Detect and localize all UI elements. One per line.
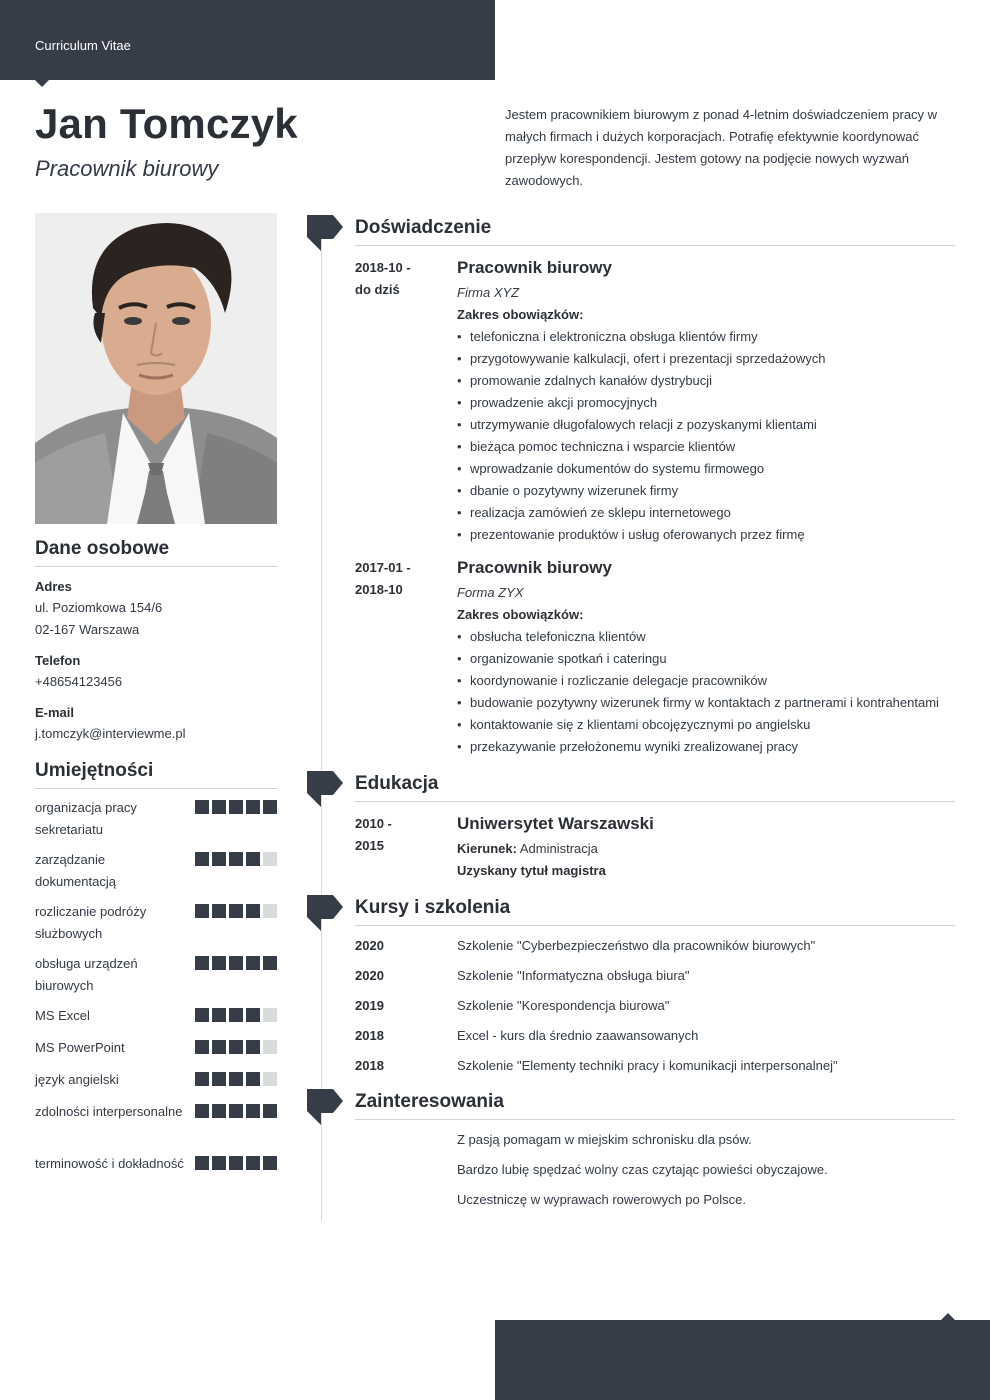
course-name: Excel - kurs dla średnio zaawansowanych xyxy=(457,1028,699,1043)
skill-rating xyxy=(195,1040,277,1054)
interest-item: Uczestniczę w wyprawach rowerowych po Polsce. xyxy=(457,1192,746,1207)
job-scope-label: Zakres obowiązków: xyxy=(457,307,584,322)
job-entry xyxy=(457,257,957,546)
skill-item xyxy=(35,901,277,945)
phone-label: Telefon xyxy=(35,653,81,668)
skill-level-square xyxy=(246,852,260,866)
skill-item xyxy=(35,1005,277,1027)
skill-level-square xyxy=(263,800,277,814)
duty-item: • prowadzenie akcji promocyjnych xyxy=(457,392,957,414)
skill-level-square xyxy=(246,1156,260,1170)
course-name: Szkolenie "Elementy techniki pracy i komunikacji interpersonalnej" xyxy=(457,1058,838,1073)
skill-item xyxy=(35,797,277,841)
education-field xyxy=(457,838,957,860)
header-pointer-icon xyxy=(35,80,49,87)
skill-rating xyxy=(195,1008,277,1022)
course-year: 2020 xyxy=(355,938,384,953)
phone-value: +48654123456 xyxy=(35,674,123,689)
job-date-to: do dziś xyxy=(355,282,400,297)
personal-heading: Dane osobowe xyxy=(35,538,277,567)
skill-level-square xyxy=(195,1008,209,1022)
course-year: 2019 xyxy=(355,998,384,1013)
courses-heading: Kursy i szkolenia xyxy=(355,897,955,926)
skill-level-square xyxy=(212,800,226,814)
education-date-to: 2015 xyxy=(355,838,384,853)
skill-level-square xyxy=(229,1104,243,1118)
skill-rating xyxy=(195,1072,277,1086)
education-entry xyxy=(457,813,957,882)
skill-level-square xyxy=(246,1040,260,1054)
skill-level-square xyxy=(229,1040,243,1054)
skill-level-square xyxy=(263,956,277,970)
skill-level-square xyxy=(212,956,226,970)
skill-level-square xyxy=(263,1040,277,1054)
footer-band xyxy=(495,1320,990,1400)
duty-item: • przekazywanie przełożonemu wyniki zrealizowanej pracy xyxy=(457,736,957,758)
skill-level-square xyxy=(229,852,243,866)
skill-item xyxy=(35,1037,277,1059)
duty-item: • dbanie o pozytywny wizerunek firmy xyxy=(457,480,957,502)
skill-level-square xyxy=(195,1072,209,1086)
skill-level-square xyxy=(263,1104,277,1118)
interest-item: Z pasją pomagam w miejskim schronisku dla psów. xyxy=(457,1132,752,1147)
course-year: 2018 xyxy=(355,1058,384,1073)
duties-list xyxy=(457,326,957,546)
school-name: Uniwersytet Warszawski xyxy=(457,814,654,833)
skill-level-square xyxy=(212,1008,226,1022)
header-band xyxy=(0,0,495,80)
skill-rating xyxy=(195,1156,277,1170)
duty-item: • wprowadzanie dokumentów do systemu firmowego xyxy=(457,458,957,480)
timeline-line xyxy=(321,236,322,1221)
duty-item: • promowanie zdalnych kanałów dystrybucji xyxy=(457,370,957,392)
summary-text: Jestem pracownikiem biurowym z ponad 4-letnim doświadczeniem pracy w małych firmach i dużych korporacjach. Potrafię efektywnie koordynować przepływ korespondencji. Jestem gotowy na podjęcie nowych wyzwań zawodowych. xyxy=(505,107,938,188)
section-marker-icon xyxy=(307,1089,343,1125)
skill-level-square xyxy=(263,904,277,918)
document-label: Curriculum Vitae xyxy=(35,38,131,53)
skill-level-square xyxy=(229,904,243,918)
skill-level-square xyxy=(212,904,226,918)
skill-level-square xyxy=(246,956,260,970)
job-date xyxy=(355,557,411,601)
skill-item xyxy=(35,849,277,893)
job-entry xyxy=(457,557,957,758)
skill-level-square xyxy=(212,1072,226,1086)
course-year: 2018 xyxy=(355,1028,384,1043)
job-title: Pracownik biurowy xyxy=(457,558,612,577)
duty-item: • obsłucha telefoniczna klientów xyxy=(457,626,957,648)
skill-level-square xyxy=(263,1156,277,1170)
interest-item: Bardzo lubię spędzać wolny czas czytając powieści obyczajowe. xyxy=(457,1162,828,1177)
job-title: Pracownik biurowy xyxy=(35,156,219,181)
duty-item: • realizacja zamówień ze sklepu internetowego xyxy=(457,502,957,524)
job-date xyxy=(355,257,411,301)
skill-name: rozliczanie podróży służbowych xyxy=(35,904,147,941)
job-company: Forma ZYX xyxy=(457,585,524,600)
duty-item: • kontaktowanie się z klientami obcojęzycznymi po angielsku xyxy=(457,714,957,736)
duty-item: • prezentowanie produktów i usług oferowanych przez firmę xyxy=(457,524,957,546)
job-date-from: 2017-01 - xyxy=(355,560,411,575)
field-label: Kierunek: xyxy=(457,841,517,856)
skill-level-square xyxy=(246,1072,260,1086)
candidate-name: Jan Tomczyk xyxy=(35,100,298,147)
section-marker-icon xyxy=(307,771,343,807)
skill-level-square xyxy=(212,1040,226,1054)
skill-level-square xyxy=(212,852,226,866)
duties-list xyxy=(457,626,957,758)
skills-heading: Umiejętności xyxy=(35,760,277,789)
education-heading: Edukacja xyxy=(355,773,955,802)
email-value[interactable]: j.tomczyk@interviewme.pl xyxy=(35,726,186,741)
job-date-to: 2018-10 xyxy=(355,582,403,597)
job-company: Firma XYZ xyxy=(457,285,520,300)
skill-name: obsługa urządzeń biurowych xyxy=(35,956,138,993)
skill-rating xyxy=(195,800,277,814)
skill-level-square xyxy=(195,852,209,866)
skill-name: zdolności interpersonalne xyxy=(35,1104,183,1119)
duty-item: • organizowanie spotkań i cateringu xyxy=(457,648,957,670)
interests-heading: Zainteresowania xyxy=(355,1091,955,1120)
skill-level-square xyxy=(195,1040,209,1054)
education-date xyxy=(355,813,392,857)
duty-item: • przygotowywanie kalkulacji, ofert i prezentacji sprzedażowych xyxy=(457,348,957,370)
job-date-from: 2018-10 - xyxy=(355,260,411,275)
skill-name: MS Excel xyxy=(35,1008,90,1023)
education-date-from: 2010 - xyxy=(355,816,392,831)
skill-name: terminowość i dokładność xyxy=(35,1156,184,1171)
skill-level-square xyxy=(246,1008,260,1022)
skill-level-square xyxy=(212,1104,226,1118)
skill-name: MS PowerPoint xyxy=(35,1040,125,1055)
profile-photo xyxy=(35,213,277,524)
skill-level-square xyxy=(195,1156,209,1170)
course-name: Szkolenie "Cyberbezpieczeństwo dla pracowników biurowych" xyxy=(457,938,816,953)
skill-level-square xyxy=(246,1104,260,1118)
education-degree: Uzyskany tytuł magistra xyxy=(457,863,606,878)
skill-item xyxy=(35,953,277,997)
course-name: Szkolenie "Informatyczna obsługa biura" xyxy=(457,968,690,983)
skill-level-square xyxy=(195,800,209,814)
skill-level-square xyxy=(212,1156,226,1170)
skill-level-square xyxy=(263,1072,277,1086)
skill-item xyxy=(35,1069,277,1091)
course-name: Szkolenie "Korespondencja biurowa" xyxy=(457,998,670,1013)
duty-item: • budowanie pozytywny wizerunek firmy w kontaktach z partnerami i kontrahentami xyxy=(457,692,957,714)
skill-name: zarządzanie dokumentacją xyxy=(35,852,116,889)
skill-level-square xyxy=(246,904,260,918)
experience-heading: Doświadczenie xyxy=(355,217,955,246)
skill-level-square xyxy=(246,800,260,814)
course-year: 2020 xyxy=(355,968,384,983)
email-label: E-mail xyxy=(35,705,75,720)
address-label: Adres xyxy=(35,579,72,594)
job-scope-label: Zakres obowiązków: xyxy=(457,607,584,622)
duty-item: • telefoniczna i elektroniczna obsługa klientów firmy xyxy=(457,326,957,348)
skill-item xyxy=(35,1153,277,1175)
skill-name: język angielski xyxy=(35,1072,119,1087)
footer-pointer-icon xyxy=(941,1313,955,1320)
skill-level-square xyxy=(263,1008,277,1022)
skill-level-square xyxy=(195,904,209,918)
skill-item xyxy=(35,1101,277,1123)
skill-level-square xyxy=(229,1072,243,1086)
field-value: Administracja xyxy=(519,841,598,856)
job-title: Pracownik biurowy xyxy=(457,258,612,277)
duty-item: • koordynowanie i rozliczanie delegacje pracowników xyxy=(457,670,957,692)
address-line1: ul. Poziomkowa 154/6 xyxy=(35,600,163,615)
skill-rating xyxy=(195,852,277,866)
skill-rating xyxy=(195,1104,277,1118)
skill-level-square xyxy=(229,800,243,814)
skill-rating xyxy=(195,956,277,970)
skill-name: organizacja pracy sekretariatu xyxy=(35,800,137,837)
skill-level-square xyxy=(263,852,277,866)
skill-level-square xyxy=(229,1008,243,1022)
skill-level-square xyxy=(229,1156,243,1170)
section-marker-icon xyxy=(307,215,343,251)
section-marker-icon xyxy=(307,895,343,931)
duty-item: • bieżąca pomoc techniczna i wsparcie klientów xyxy=(457,436,957,458)
skill-level-square xyxy=(195,956,209,970)
skill-level-square xyxy=(195,1104,209,1118)
duty-item: • utrzymywanie długofalowych relacji z pozyskanymi klientami xyxy=(457,414,957,436)
skill-level-square xyxy=(229,956,243,970)
address-line2: 02-167 Warszawa xyxy=(35,622,140,637)
skill-rating xyxy=(195,904,277,918)
